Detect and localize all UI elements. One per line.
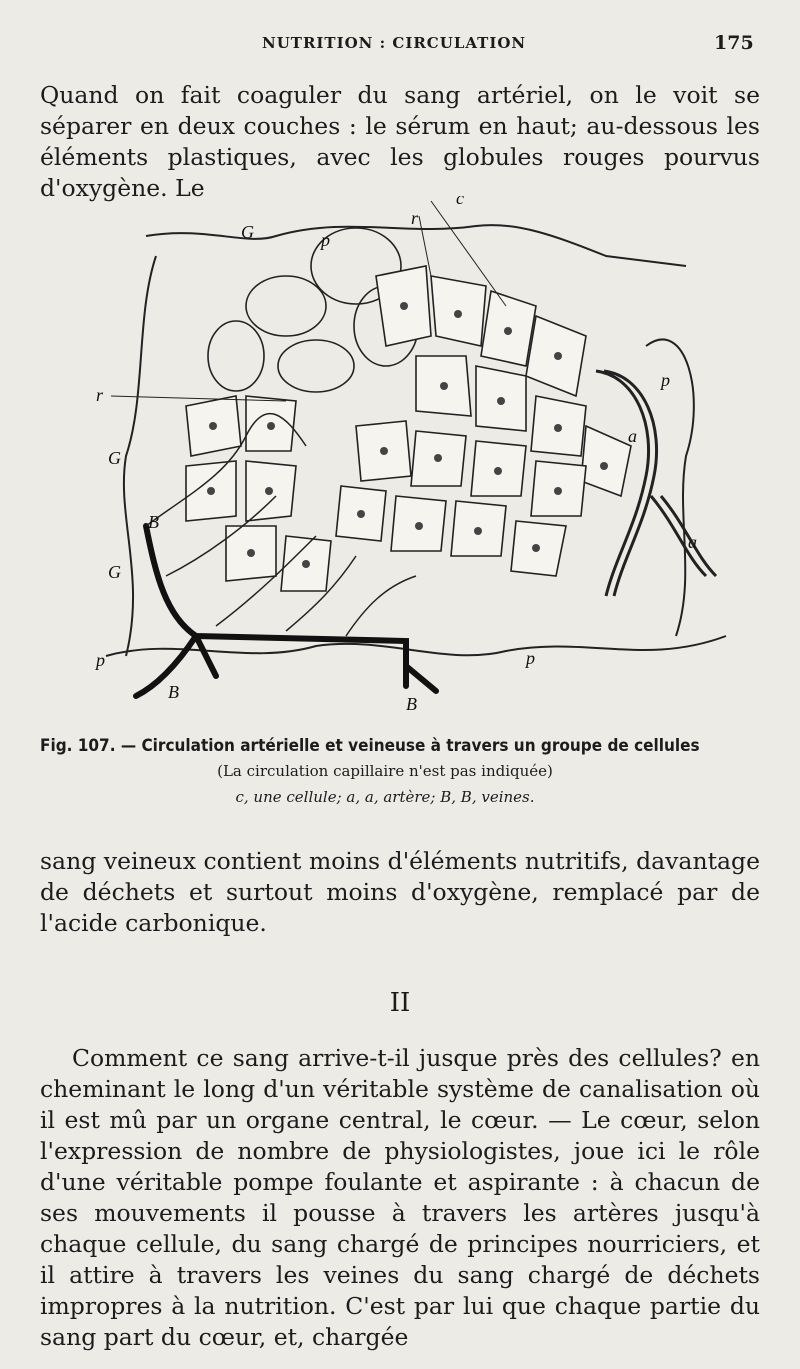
page-number: 175 [714, 32, 754, 54]
label-p-right: p [661, 370, 670, 390]
figure-107 [86, 196, 776, 716]
label-b-left: B [148, 512, 159, 532]
label-p-bottom-left: p [96, 650, 105, 670]
label-p-top: p [321, 230, 330, 250]
label-a-lower: a [688, 532, 697, 552]
paragraph-middle-text: sang veineux contient moins d'éléments nutritifs, davantage de déchets et surtout moins d'oxygène, remplacé par de l'acide carbonique. [40, 847, 760, 937]
caption-note: (La circulation capillaire n'est pas indiquée) [217, 762, 553, 780]
caption-title: Fig. 107. — Circulation artérielle et veineuse à travers un groupe de cellules [40, 736, 700, 756]
label-p-bottom-right: p [526, 648, 535, 668]
label-r-top: r [411, 208, 419, 228]
label-b-bottom: B [406, 694, 417, 714]
cell-circulation-illustration [86, 196, 776, 716]
label-a-upper: a [628, 426, 637, 446]
paragraph-bottom [40, 1043, 760, 1353]
page-header [0, 34, 800, 58]
paragraph-middle [40, 846, 760, 939]
label-b-bottom-left: B [168, 682, 179, 702]
paragraph-top [40, 80, 760, 204]
figure-caption [40, 736, 770, 810]
paragraph-top-text: Quand on fait coaguler du sang artériel, on le voit se séparer en deux couches : le sérum en haut; au-dessous les éléments plastiques, avec les globules rouges pourvus d'oxygène. Le [40, 81, 760, 202]
caption-legend: c, une cellule; a, a, artère; B, B, veines. [235, 788, 535, 806]
label-r-left: r [96, 385, 104, 405]
paragraph-bottom-text: Comment ce sang arrive-t-il jusque près des cellules? en cheminant le long d'un véritable système de canalisation où il est mû par un organe central, le cœur. — Le cœur, selon l'expression de nombre de physiologistes, joue ici le rôle d'une véritable pompe foulante et aspirante : à chacun de ses mouvements il pousse à travers les artères jusqu'à chaque cellule, du sang chargé de principes nourriciers, et il attire à travers les veines du sang chargé de déchets impropres à la nutrition. C'est par lui que chaque partie du sang part du cœur, et, chargée [40, 1044, 760, 1351]
label-g-left: G [108, 448, 121, 468]
label-g-bottom: G [108, 562, 121, 582]
label-g-top: G [241, 222, 254, 242]
section-number: II [389, 988, 411, 1018]
label-c: c [456, 196, 464, 208]
running-title: NUTRITION : CIRCULATION [262, 34, 527, 52]
